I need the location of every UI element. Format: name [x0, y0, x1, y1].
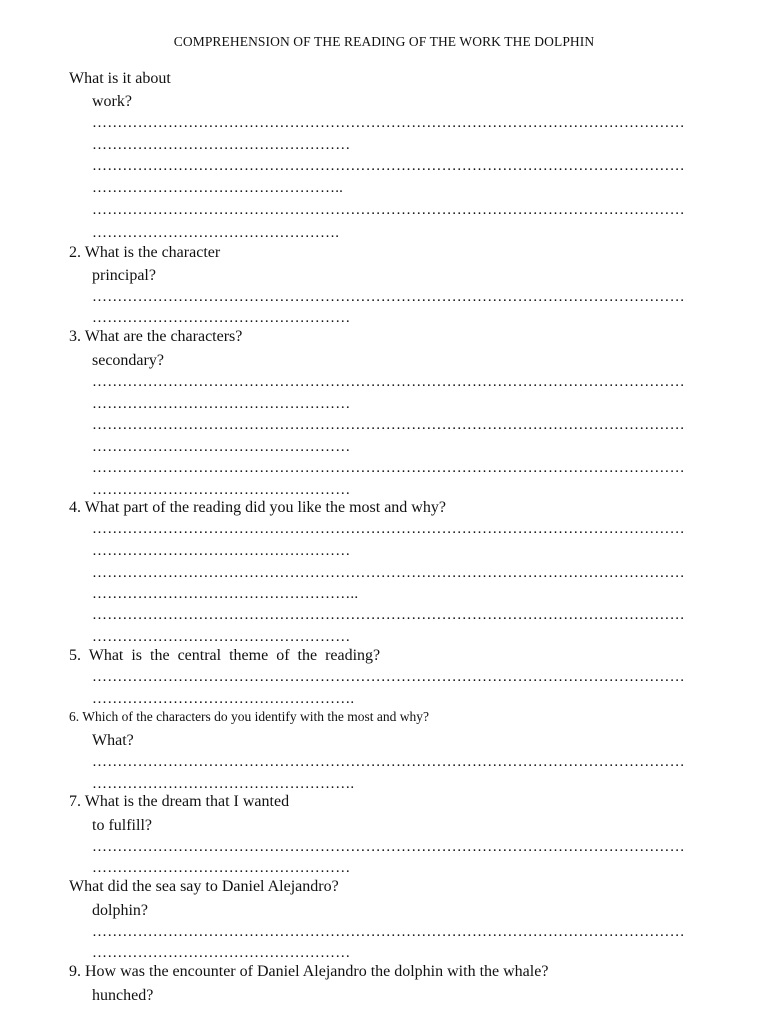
question-2-text: 2. What is the character — [69, 244, 221, 261]
answer-line[interactable]: ……………………………………………………………………………………………………… — [92, 755, 685, 770]
question-8-text-cont: dolphin? — [92, 902, 148, 919]
answer-line[interactable]: ………………………………………….. — [92, 181, 344, 196]
answer-line[interactable]: …………………………………………… — [92, 861, 351, 876]
question-3-text: 3. What are the characters? — [69, 328, 243, 345]
answer-line[interactable]: …………………………………………… — [92, 397, 351, 412]
answer-line[interactable]: …………………………………………… — [92, 311, 351, 326]
question-5-text: 5. What is the central theme of the reading? — [69, 647, 381, 664]
question-2-text-cont: principal? — [92, 267, 156, 284]
question-6-text: 6. Which of the characters do you identify with the most and why? — [69, 709, 430, 724]
question-9-text: 9. How was the encounter of Daniel Alejandro the dolphin with the whale? — [69, 963, 549, 980]
question-6-text-cont: What? — [92, 732, 134, 749]
answer-line[interactable]: …………………………………………… — [92, 946, 351, 961]
answer-line[interactable]: …………………………………………… — [92, 483, 351, 498]
answer-line[interactable]: …………………………………………… — [92, 138, 351, 153]
answer-line[interactable]: ……………………………………………. — [92, 777, 355, 792]
answer-line[interactable]: ……………………………………………………………………………………………………… — [92, 461, 685, 476]
question-1-text-cont: work? — [92, 93, 132, 110]
question-7-text: 7. What is the dream that I wanted — [69, 793, 290, 810]
answer-line[interactable]: ……………………………………………………………………………………………………… — [92, 159, 685, 174]
question-8-text: What did the sea say to Daniel Alejandro? — [69, 878, 339, 895]
answer-line[interactable]: ……………………………………………. — [92, 692, 355, 707]
question-3-text-cont: secondary? — [92, 352, 164, 369]
page-title: COMPREHENSION OF THE READING OF THE WORK THE DOLPHIN — [173, 34, 595, 49]
answer-line[interactable]: …………………………………………….. — [92, 587, 359, 602]
question-4-text: 4. What part of the reading did you like the most and why? — [69, 499, 446, 516]
answer-line[interactable]: ……………………………………………………………………………………………………… — [92, 608, 685, 623]
answer-line[interactable]: …………………………………………… — [92, 630, 351, 645]
answer-line[interactable]: ……………………………………………………………………………………………………… — [92, 925, 685, 940]
question-9-text-cont: hunched? — [92, 987, 154, 1004]
answer-line[interactable]: ……………………………………………………………………………………………………… — [92, 670, 685, 685]
answer-line[interactable]: …………………………………………… — [92, 544, 351, 559]
answer-line[interactable]: ……………………………………………………………………………………………………… — [92, 203, 685, 218]
answer-line[interactable]: ……………………………………………………………………………………………………… — [92, 116, 685, 131]
answer-line[interactable]: …………………………………………. — [92, 226, 340, 241]
answer-line[interactable]: ……………………………………………………………………………………………………… — [92, 418, 685, 433]
answer-line[interactable]: …………………………………………… — [92, 440, 351, 455]
answer-line[interactable]: ……………………………………………………………………………………………………… — [92, 840, 685, 855]
answer-line[interactable]: ……………………………………………………………………………………………………… — [92, 522, 685, 537]
answer-line[interactable]: ……………………………………………………………………………………………………… — [92, 290, 685, 305]
answer-line[interactable]: ……………………………………………………………………………………………………… — [92, 566, 685, 581]
question-1-text: What is it about — [69, 70, 171, 87]
question-7-text-cont: to fulfill? — [92, 817, 152, 834]
answer-line[interactable]: ……………………………………………………………………………………………………… — [92, 375, 685, 390]
